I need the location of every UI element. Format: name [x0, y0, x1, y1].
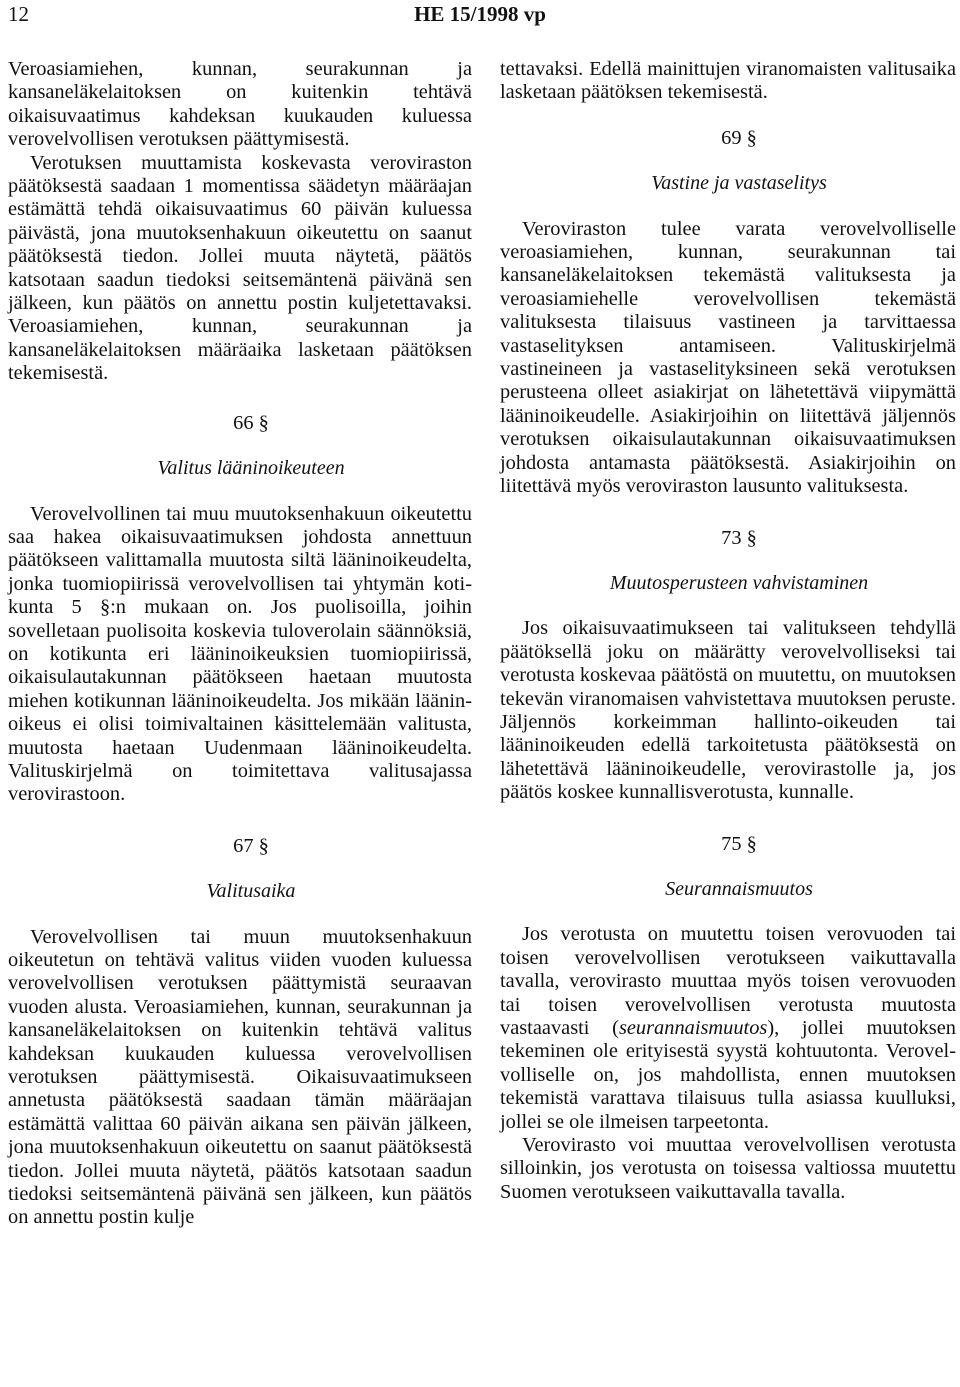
- page-number: 12: [8, 2, 29, 26]
- section-number-69: 69 §: [721, 126, 757, 149]
- paragraph-continuation: tettavaksi. Edellä mainittujen viranomaisten valitusaika lasketaan päätöksen tekemisestä.: [500, 58, 956, 104]
- defined-term: seurannaismuutos: [618, 1017, 768, 1039]
- section-title-73: Muutosperusteen vahvistaminen: [609, 571, 869, 594]
- paragraph: Verovelvollinen tai muu muutoksenhakuun oikeutettu saa hakea oikaisuvaatimuksen johdosta annettuun päätökseen valittamalla muutosta siltä lääninoikeudelta, jonka tuomiopiirissä verovelvollisen tai yhtymän kotikunta 5 §:n mukaan on. Jos puolisoilla, joihin sovelletaan puolisoita koskevia tuloverolain säännöksiä, on kotikunta eri lääninoikeuksien tuomiopiirissä, oikaisulautakunnan päätökseen haetaan muutosta miehen kotikunnan lääninoikeudelta. Jos mikään lääninoikeus ei olisi toimivaltainen käsittelemään valitusta, muutosta haetaan Uudenmaan lääninoikeudelta. Valituskirjelmä on toimitettava valitusajassa verovirastoon.: [8, 502, 472, 806]
- paragraph: [500, 923, 956, 1134]
- paragraph-text: ), jollei muutoksen tekeminen ole erityisestä syystä kohtuutonta. Verovelvolliselle on, jos mahdollista, ennen muutoksen tekemistä varattava tilaisuus tulla asiassa kuulluksi, jollei se ole ilmeisen tarpeetonta.: [500, 1017, 956, 1133]
- paragraph-text: Jos verotusta on muutettu toisen verovuoden tai toisen verovelvollisen verotukseen vaikuttavalla tavalla, verovirasto muuttaa myös toisen verovuoden tai toisen verovelvollisen verotusta muutosta vastaavasti (: [500, 923, 956, 1039]
- section-title-66: Valitus lääninoikeuteen: [157, 457, 345, 480]
- section-number-75: 75 §: [721, 832, 757, 855]
- section-title-67: Valitusaika: [206, 880, 296, 903]
- paragraph-continuation: Veroasiamiehen, kunnan, seurakunnan ja kansaneläkelaitoksen on kuitenkin tehtävä oikaisuvaatimus kahdeksan kuukauden kuluessa verovelvollisen verotuksen päättymisestä.: [8, 58, 472, 151]
- right-column: [500, 58, 956, 1204]
- section-title-75: Seurannaismuutos: [665, 877, 813, 900]
- document-id: HE 15/1998 vp: [414, 2, 546, 26]
- section-number-67: 67 §: [233, 834, 269, 857]
- paragraph: Verovelvollisen tai muun muutoksenhakuun oikeutetun on tehtävä valitus viiden vuoden kuluessa verovelvollisen verotuksen päättymistä seuraavan vuoden alusta. Veroasiamiehen, kunnan, seurakunnan ja kansaneläkelaitoksen on kuitenkin tehtävä valitus kahdeksan kuukauden kuluessa verovelvollisen verotuksen päättymisestä. Oikaisuvaatimukseen annetusta päätöksestä saadaan tämän määräajan estämättä valittaa 60 päivän aikana sen päivän jälkeen, jona muutoksenhakuun oikeutettu on saanut päätöksestä tiedon. Jollei muuta näytetä, päätös katsotaan saadun tiedoksi seitsemäntenä päivänä sen jälkeen, kun päätös on annettu postin kulje: [8, 925, 472, 1229]
- paragraph: Verotuksen muuttamista koskevasta veroviraston päätöksestä saadaan 1 momentissa säädetyn määräajan estämättä tehdä oikaisuvaatimus 60 päivän kuluessa päivästä, jona muutoksenhakuun oikeutettu on saanut päätöksestä tiedon. Jollei muuta näytetä, päätös katsotaan saadun tiedoksi seitsemäntenä päivänä sen jälkeen, kun päätös on annettu postin kuljetettavaksi. Veroasiamiehen, kunnan, seurakunnan ja kansaneläkelaitoksen määräaika lasketaan päätöksen tekemisestä.: [8, 151, 472, 385]
- paragraph: Jos oikaisuvaatimukseen tai valitukseen tehdyllä päätöksellä joku on määrätty verovelvolliseksi tai verotusta koskevaa päätöstä on muutettu, on muutoksen tekevän viranomaisen vahvistettava muutoksen peruste. Jäljennös korkeimman hallinto-oikeuden tai lääninoikeuden edellä tarkoitetusta päätöksestä on lähetettävä lääninoikeudelle, verovirastolle ja, jos päätös koskee kunnallisverotusta, kunnalle.: [500, 617, 956, 804]
- page-header: [0, 0, 960, 38]
- paragraph: Verovirasto voi muuttaa verovelvollisen verotusta silloinkin, jos verotusta on toisessa valtiossa muutettu Suomen verotukseen vaikuttavalla tavalla.: [500, 1134, 956, 1203]
- section-number-73: 73 §: [721, 526, 757, 549]
- section-title-69: Vastine ja vastaselitys: [651, 172, 827, 195]
- section-number-66: 66 §: [233, 411, 269, 434]
- paragraph: Veroviraston tulee varata verovelvolliselle veroasiamiehen, kunnan, seurakunnan tai kansaneläkelaitoksen tekemästä valituksesta ja veroasiamiehelle verovelvollisen tekemästä valituksesta tilaisuus vastineen ja tarvittaessa vastaselityksen antamiseen. Valituskirjelmä vastineineen ja vastaselityksineen sekä verotuksen perusteena olleet asiakirjat on lähetettävä viipymättä lääninoikeudelle. Asiakirjoihin on liitettävä jäljennös verotuksen oikaisulautakunnan oikaisuvaatimuksen johdosta antamasta päätöksestä. Asiakirjoihin on liitettävä myös veroviraston lausunto valituksesta.: [500, 217, 956, 498]
- left-column: [8, 58, 472, 1230]
